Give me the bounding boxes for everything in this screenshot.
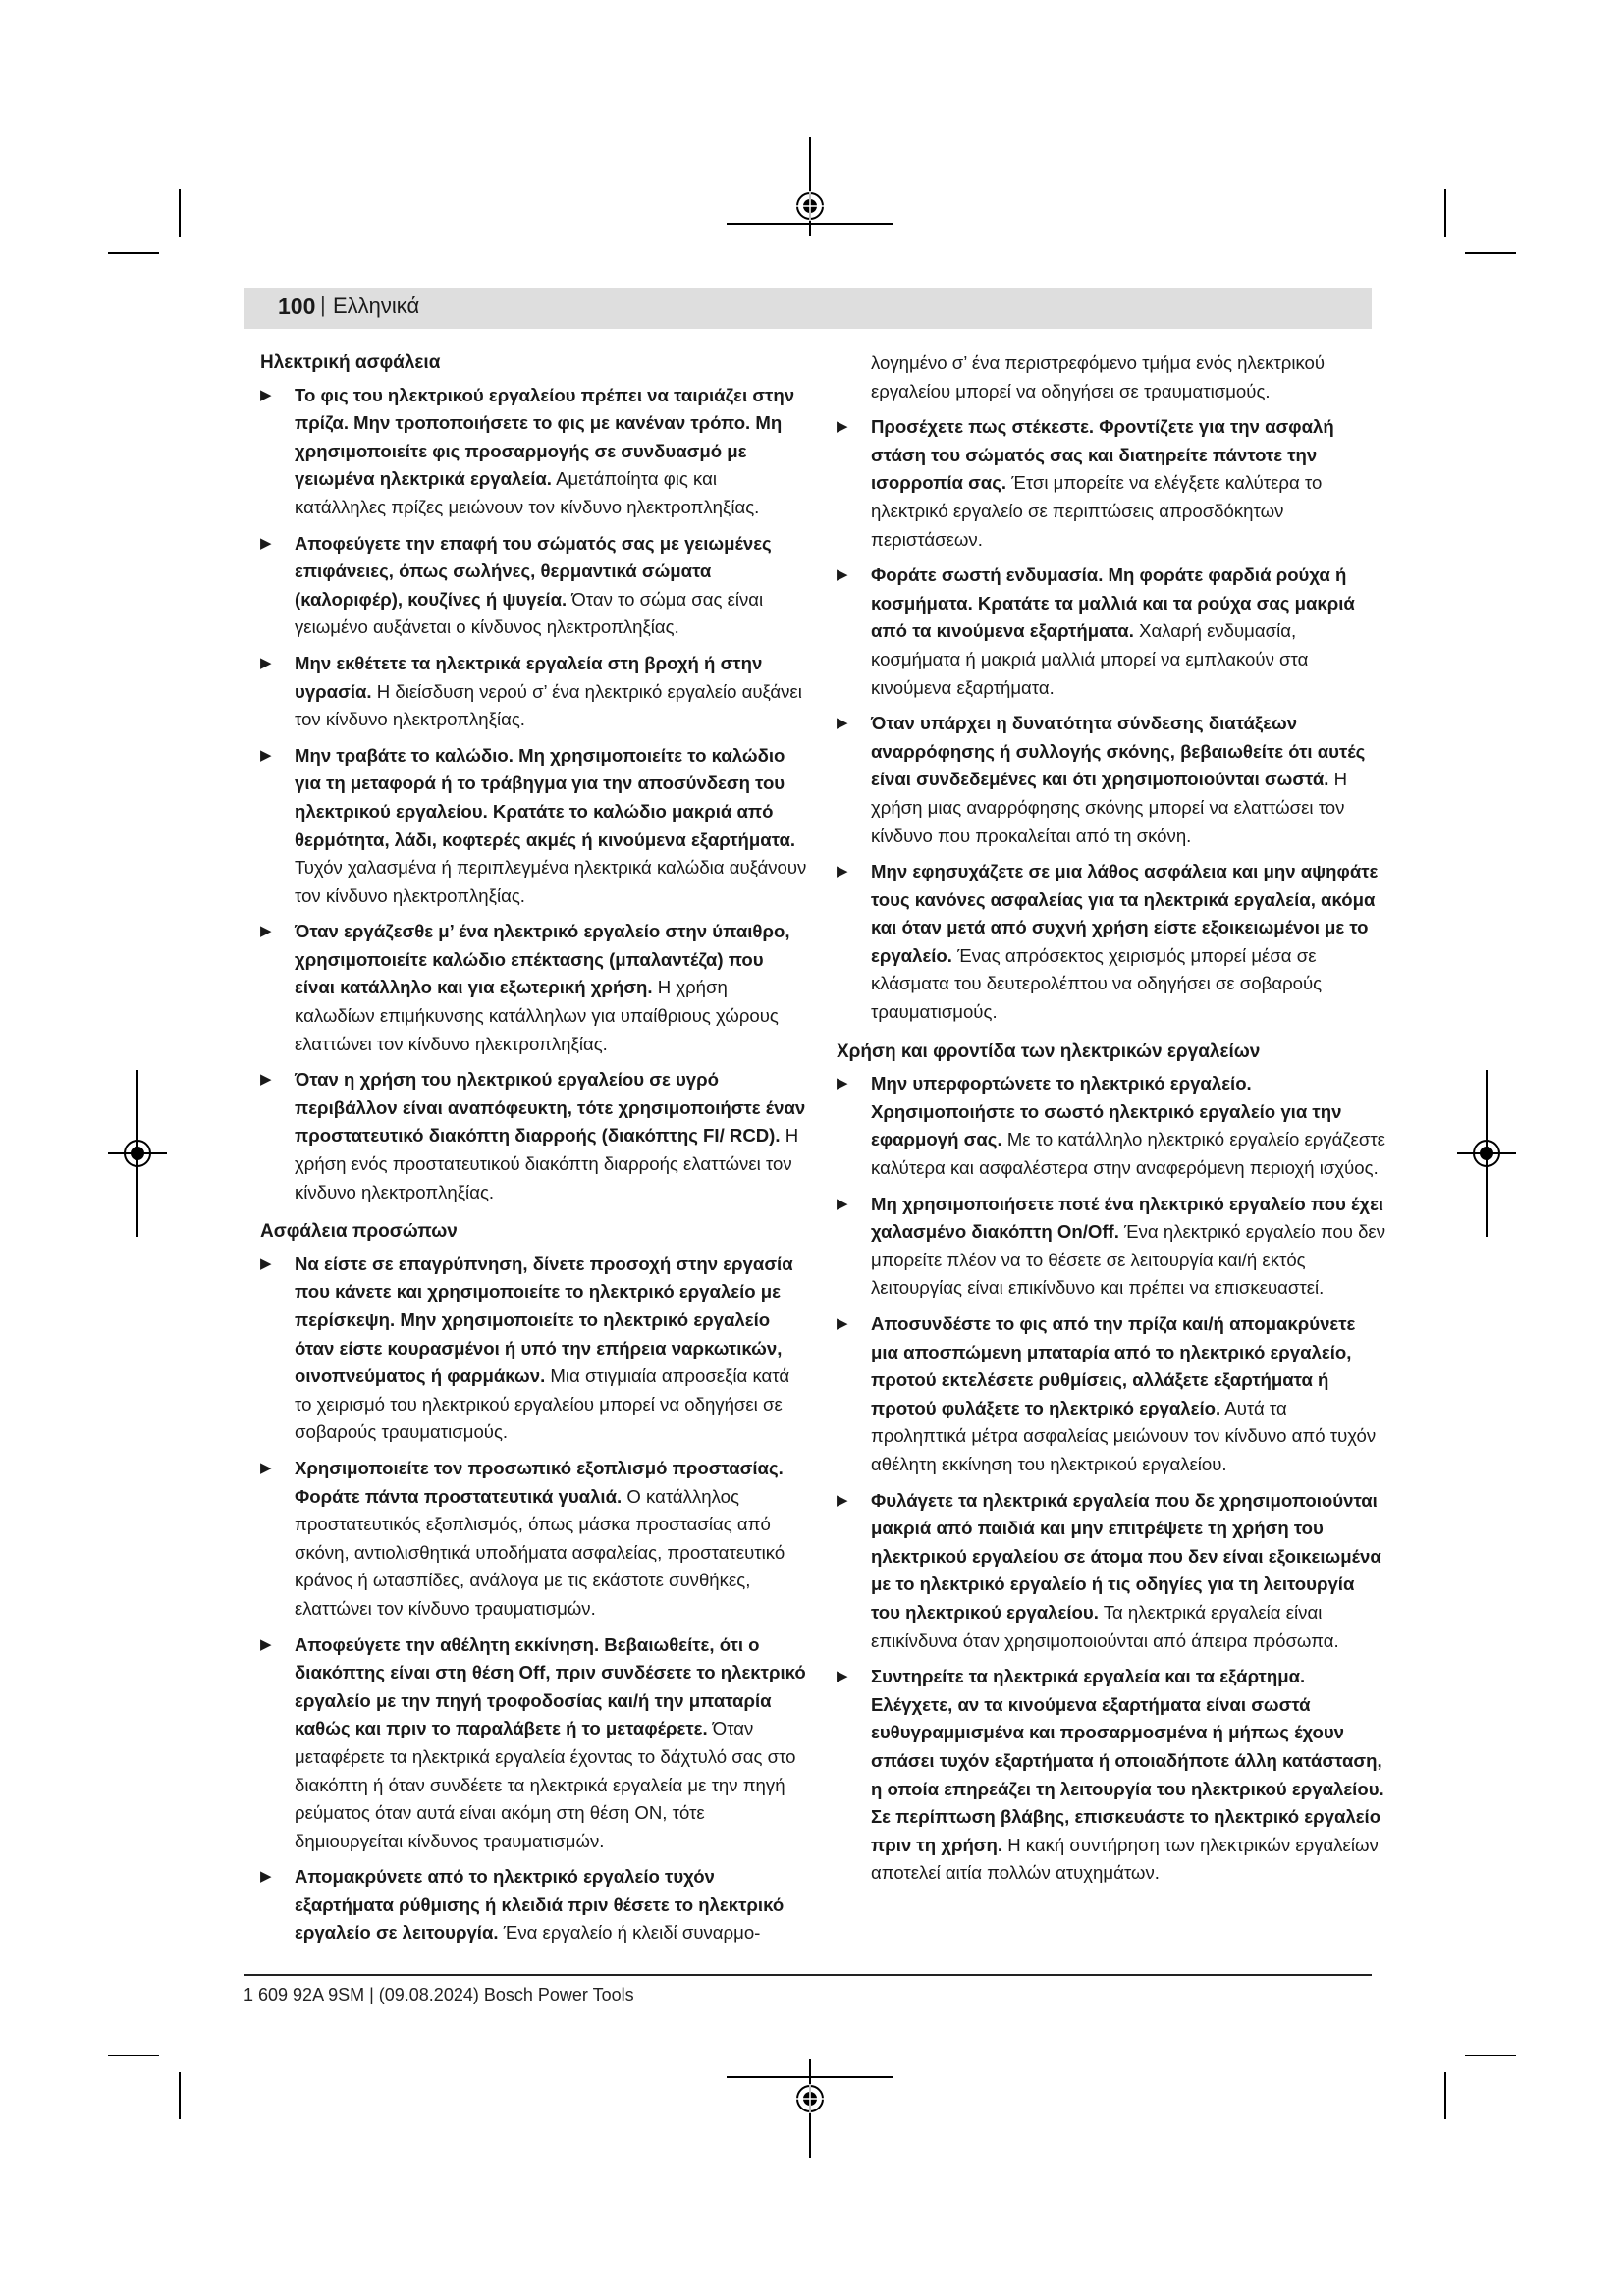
crop-mark (179, 189, 181, 237)
bullet-arrow-icon: ▶ (260, 1868, 272, 1886)
registration-mark-icon (1457, 1070, 1516, 1237)
section-heading-personal-safety: Ασφάλεια προσώπων (260, 1221, 458, 1243)
bullet-arrow-icon: ▶ (260, 923, 272, 940)
list-item (260, 1631, 808, 1856)
item-bold-text: Μην εφησυχάζετε σε μια λάθος ασφάλεια και μην αψηφάτε τους κανόνες ασφαλείας για τα ηλεκτρικά εργαλεία, ακόμα και όταν μετά από συχνή χρήση είστε εξοικειωμένοι με το εργαλείο. (871, 861, 1379, 966)
bullet-arrow-icon: ▶ (260, 1459, 272, 1476)
list-item (837, 561, 1386, 702)
bullet-arrow-icon: ▶ (837, 1075, 848, 1093)
bullet-arrow-icon: ▶ (260, 1255, 272, 1272)
list-item (837, 1663, 1386, 1888)
bullet-arrow-icon: ▶ (837, 863, 848, 881)
item-text: Ένα εργαλείο ή κλειδί συναρμο- (498, 1922, 761, 1944)
bullet-arrow-icon: ▶ (837, 1315, 848, 1332)
item-text: Ένας απρόσεκτος χειρισμός μπορεί μέσα σε κλάσματα του δευτερολέπτου να οδηγήσει σε σοβαρούς τραυματισμούς. (871, 944, 1323, 1023)
section-heading-tool-use-and-care: Χρήση και φροντίδα των ηλεκτρικών εργαλείων (837, 1041, 1261, 1062)
page-number: 100 (278, 294, 316, 319)
list-item (260, 1863, 808, 1948)
item-text: Τα ηλεκτρικά εργαλεία είναι επικίνδυνα όταν χρησιμοποιούνται από άπειρα πρόσωπα. (871, 1601, 1339, 1651)
left-column (260, 349, 808, 1955)
page-header (244, 288, 1372, 329)
item-text: Έτσι μπορείτε να ελέγξετε καλύτερα το ηλεκτρικό εργαλείο σε περιπτώσεις απροσδόκητων περιστάσεων. (871, 472, 1323, 550)
item-bold-text: Προσέχετε πως στέκεστε. Φροντίζετε για την ασφαλή στάση του σώματός σας και διατηρείτε πάντοτε την ισορροπία σας. (871, 416, 1334, 494)
footer-divider (244, 1974, 1372, 1976)
item-bold-text: Χρησιμοποιείτε τον προσωπικό εξοπλισμό προστασίας. Φοράτε πάντα προστατευτικά γυαλιά. (295, 1457, 784, 1507)
bullet-arrow-icon: ▶ (837, 1668, 848, 1685)
item-text: Αυτά τα προληπτικά μέτρα ασφαλείας μειώνουν τον κίνδυνο από τυχόν αθέλητη εκκίνηση του ηλεκτρικού εργαλείου. (871, 1397, 1377, 1474)
crop-mark (1465, 252, 1516, 254)
crop-mark (1444, 2072, 1446, 2119)
list-item (260, 530, 808, 642)
header-language: Ελληνικά (333, 294, 420, 318)
item-bold-text: Μη χρησιμοποιήσετε ποτέ ένα ηλεκτρικό εργαλείο που έχει χαλασμένο διακόπτη On/Off. (871, 1193, 1384, 1243)
item-text: Με το κατάλληλο ηλεκτρικό εργαλείο εργάζεστε καλύτερα και ασφαλέστερα στην αναφερόμενη περιοχή ισχύος. (871, 1129, 1385, 1179)
crop-mark (1465, 2055, 1516, 2056)
bullet-arrow-icon: ▶ (260, 1071, 272, 1089)
list-item (837, 413, 1386, 554)
item-bold-text: Απομακρύνετε από το ηλεκτρικό εργαλείο τυχόν εξαρτήματα ρύθμισης ή κλειδιά πριν θέσετε το ηλεκτρικό εργαλείο σε λειτουργία. (295, 1866, 785, 1944)
list-item (837, 1487, 1386, 1656)
bullet-arrow-icon: ▶ (260, 1635, 272, 1653)
crop-mark (1444, 189, 1446, 237)
list-item (260, 918, 808, 1058)
bullet-arrow-icon: ▶ (837, 1491, 848, 1509)
bullet-arrow-icon: ▶ (837, 566, 848, 584)
item-text: Η κακή συντήρηση των ηλεκτρικών εργαλείων αποτελεί αιτία πολλών ατυχημάτων. (871, 1834, 1379, 1884)
item-bold-text: Το φις του ηλεκτρικού εργαλείου πρέπει να ταιριάζει στην πρίζα. Μην τροποποιήσετε το φις με κανέναν τρόπο. Μη χρησιμοποιείτε φις προσαρμογής σε συνδυασμό με γειωμένα ηλεκτρικά εργαλεία. (295, 384, 795, 490)
item-bold-text: Να είστε σε επαγρύπνηση, δίνετε προσοχή στην εργασία που κάνετε και χρησιμοποιείτε το ηλεκτρικό εργαλείο με περίσκεψη. Μην χρησιμοποιείτε το ηλεκτρικό εργαλείο όταν είστε κουρασμένοι ή υπό την επήρεια ναρκωτικών, οινοπνεύματος ή φαρμάκων. (295, 1253, 793, 1387)
item-text: Η διείσδυση νερού σ’ ένα ηλεκτρικό εργαλείο αυξάνει τον κίνδυνο ηλεκτροπληξίας. (295, 680, 802, 730)
page-footer: 1 609 92A 9SM | (09.08.2024) Bosch Power Tools (244, 1985, 634, 2004)
list-item (260, 1066, 808, 1206)
item-text: Αμετάποίητα φις και κατάλληλες πρίζες μειώνουν τον κίνδυνο ηλεκτροπληξίας. (295, 468, 760, 517)
item-text: Η χρήση ενός προστατευτικού διακόπτη διαρροής ελαττώνει τον κίνδυνο ηλεκτροπληξίας. (295, 1125, 799, 1202)
item-text: Ένα ηλεκτρικό εργαλείο που δεν μπορείτε πλέον να το θέσετε σε λειτουργία και/ή εκτός λειτουργίας είναι επικίνδυνο και πρέπει να επισκευαστεί. (871, 1221, 1386, 1299)
bullet-arrow-icon: ▶ (260, 746, 272, 764)
item-bold-text: Μην υπερφορτώνετε το ηλεκτρικό εργαλείο. Χρησιμοποιήστε το σωστό ηλεκτρικό εργαλείο για την εφαρμογή σας. (871, 1073, 1342, 1150)
item-text: Η χρήση μιας αναρρόφησης σκόνης μπορεί να ελαττώσει τον κίνδυνο που προκαλείται από τη σκόνη. (871, 769, 1348, 846)
item-text: Χαλαρή ενδυμασία, κοσμήματα ή μακριά μαλλιά μπορεί να εμπλακούν στα κινούμενα εξαρτήματα. (871, 620, 1309, 698)
list-item (260, 382, 808, 522)
item-bold-text: Όταν υπάρχει η δυνατότητα σύνδεσης διατάξεων αναρρόφησης ή συλλογής σκόνης, βεβαιωθείτε ότι αυτές είναι συνδεδεμένες και ότι χρησιμοποιούνται σωστά. (871, 713, 1366, 790)
item-bold-text: Αποφεύγετε την αθέλητη εκκίνηση. Βεβαιωθείτε, ότι ο διακόπτης είναι στη θέση Off, πριν συνδέσετε το ηλεκτρικό εργαλείο με την πηγή τροφοδοσίας και/ή την μπαταρία καθώς και πριν το παραλάβετε ή το μεταφέρετε. (295, 1633, 806, 1739)
item-bold-text: Φυλάγετε τα ηλεκτρικά εργαλεία που δε χρησιμοποιούνται μακριά από παιδιά και μην επιτρέψετε τη χρήση του ηλεκτρικού εργαλείου σε άτομα που δεν είναι εξοικειωμένα με το ηλεκτρικό εργαλείο ή τις οδηγίες για τη λειτουργία του ηλεκτρικού εργαλείου. (871, 1489, 1381, 1623)
item-bold-text: Φοράτε σωστή ενδυμασία. Μη φοράτε φαρδιά ρούχα ή κοσμήματα. Κρατάτε τα μαλλιά και τα ρούχα σας μακριά από τα κινούμενα εξαρτήματα. (871, 564, 1355, 642)
continued-text: λογημένο σ’ ένα περιστρεφόμενο τμήμα ενός ηλεκτρικού εργαλείου μπορεί να οδηγήσει σε τραυματισμούς. (871, 352, 1326, 401)
bullet-arrow-icon: ▶ (260, 654, 272, 671)
item-bold-text: Αποσυνδέστε το φις από την πρίζα και/ή απομακρύνετε μια αποσπώμενη μπαταρία από το ηλεκτρικό εργαλείο, προτού εκτελέσετε ρυθμίσεις, αλλάξετε εξαρτήματα ή προτού φυλάξετε το ηλεκτρικό εργαλείο. (871, 1313, 1356, 1418)
item-bold-text: Μην εκθέτετε τα ηλεκτρικά εργαλεία στη βροχή ή στην υγρασία. (295, 652, 763, 702)
list-item (837, 858, 1386, 1027)
registration-mark-icon (108, 1070, 167, 1237)
crop-mark (108, 2055, 159, 2056)
bullet-arrow-icon: ▶ (837, 418, 848, 436)
item-bold-text: Όταν εργάζεσθε μ’ ένα ηλεκτρικό εργαλείο στην ύπαιθρο, χρησιμοποιείτε καλώδιο επέκτασης (μπαλαντέζα) που είναι κατάλληλο και για εξωτερική χρήση. (295, 921, 790, 998)
item-text: Ο κατάλληλος προστατευτικός εξοπλισμός, όπως μάσκα προστασίας από σκόνη, αντιολισθητικά υποδήματα ασφαλείας, προστατευτικό κράνος ή ωτασπίδες, ανάλογα με τις εκάστοτε συνθήκες, ελαττώνει τον κίνδυνο τραυματισμών. (295, 1485, 785, 1619)
item-text: Μια στιγμιαία απροσεξία κατά το χειρισμό του ηλεκτρικού εργαλείου μπορεί να οδηγήσει σε σοβαρούς τραυματισμούς. (295, 1365, 790, 1443)
list-item (837, 1191, 1386, 1303)
list-item (260, 1251, 808, 1447)
item-text: Όταν το σώμα σας είναι γειωμένο αυξάνεται ο κίνδυνος ηλεκτροπληξίας. (295, 588, 764, 638)
list-item (260, 1455, 808, 1624)
crop-mark (108, 252, 159, 254)
list-item (260, 650, 808, 734)
list-item (837, 710, 1386, 850)
bullet-arrow-icon: ▶ (260, 534, 272, 552)
bullet-arrow-icon: ▶ (837, 1195, 848, 1212)
list-item (837, 1310, 1386, 1479)
bullet-arrow-icon: ▶ (837, 715, 848, 732)
item-bold-text: Όταν η χρήση του ηλεκτρικού εργαλείου σε υγρό περιβάλλον είναι αναπόφευκτη, τότε χρησιμοποιήστε έναν προστατευτικό διακόπτη διαρροής (διακόπτης FI/ RCD). (295, 1069, 806, 1147)
item-text: Η χρήση καλωδίων επιμήκυνσης κατάλληλων για υπαίθριους χώρους ελαττώνει τον κίνδυνο ηλεκτροπληξίας. (295, 977, 779, 1054)
item-bold-text: Συντηρείτε τα ηλεκτρικά εργαλεία και τα εξάρτημα. Ελέγχετε, αν τα κινούμενα εξαρτήματα είναι σωστά ευθυγραμμισμένα και προσαρμοσμένα ή μήπως έχουν σπάσει τυχόν εξαρτήματα ή οποιαδήποτε άλλη κατάσταση, η οποία επηρεάζει τη λειτουργία του ηλεκτρικού εργαλείου. Σε περίπτωση βλάβης, επισκευάστε το ηλεκτρικό εργαλείο πριν τη χρήση. (871, 1666, 1384, 1855)
item-text: Όταν μεταφέρετε τα ηλεκτρικά εργαλεία έχοντας το δάχτυλό σας στο διακόπτη ή όταν συνδέετε τα ηλεκτρικά εργαλεία με την πηγή ρεύματος όταν αυτά είναι ακόμη στη θέση ON, τότε δημιουργείται κίνδυνος τραυματισμών. (295, 1718, 796, 1851)
bullet-arrow-icon: ▶ (260, 386, 272, 403)
item-bold-text: Αποφεύγετε την επαφή του σώματός σας με γειωμένες επιφάνειες, όπως σωλήνες, θερμαντικά σώματα (καλοριφέρ), κουζίνες ή ψυγεία. (295, 532, 772, 610)
header-separator: | (320, 293, 326, 317)
item-bold-text: Μην τραβάτε το καλώδιο. Μη χρησιμοποιείτε το καλώδιο για τη μεταφορά ή το τράβηγμα για την αποσύνδεση του ηλεκτρικού εργαλείου. Κρατάτε το καλώδιο μακριά από θερμότητα, λάδι, κοφτερές ακμές ή κινούμενα εξαρτήματα. (295, 744, 796, 850)
registration-mark-icon (727, 137, 893, 245)
item-text: Τυχόν χαλασμένα ή περιπλεγμένα ηλεκτρικά καλώδια αυξάνουν τον κίνδυνο ηλεκτροπληξίας. (295, 857, 807, 906)
crop-mark (179, 2072, 181, 2119)
list-item (260, 742, 808, 911)
section-heading-electrical-safety: Ηλεκτρική ασφάλεια (260, 352, 441, 373)
list-item (837, 1070, 1386, 1182)
right-column (837, 349, 1386, 1896)
registration-mark-icon (727, 2059, 893, 2158)
